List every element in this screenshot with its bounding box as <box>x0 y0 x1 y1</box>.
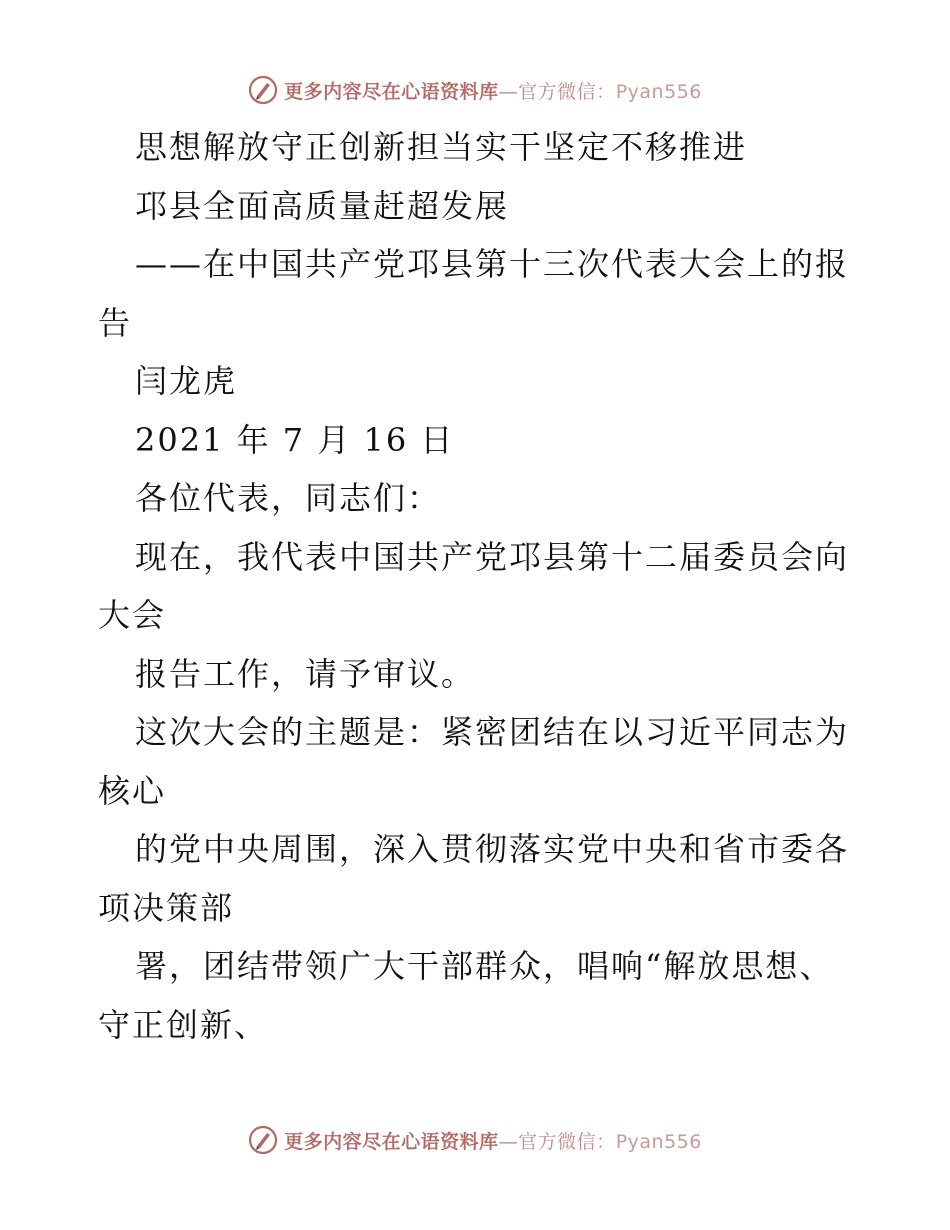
document-line: 署，团结带领广大干部群众，唱响“解放思想、 <box>135 947 834 985</box>
watermark-brand: 更多内容尽在心语资料库 <box>284 1130 499 1153</box>
watermark-channel: 官方微信： <box>518 80 616 103</box>
document-line: 的党中央周围，深入贯彻落实党中央和省市委各 <box>135 830 850 868</box>
document-body <box>98 118 858 1054</box>
document-line: 这次大会的主题是：紧密团结在以习近平同志为 <box>135 713 850 751</box>
pen-logo-icon <box>248 1125 278 1155</box>
document-line: 2021 年 7 月 16 日 <box>135 420 455 459</box>
watermark-text <box>284 1127 702 1154</box>
watermark-account: Pyan556 <box>615 1130 702 1153</box>
document-line: 邛县全面高质量赶超发展 <box>135 186 510 225</box>
document-line: 告 <box>98 303 133 342</box>
watermark-separator: — <box>498 80 519 103</box>
document-line: 思想解放守正创新担当实干坚定不移推进 <box>135 128 748 166</box>
document-line: 现在，我代表中国共产党邛县第十二届委员会向 <box>135 537 850 576</box>
watermark-banner-bottom <box>0 1120 950 1160</box>
document-line: 各位代表，同志们： <box>135 479 442 517</box>
document-line: 核心 <box>98 771 167 810</box>
document-line: ——在中国共产党邛县第十三次代表大会上的报 <box>135 245 850 283</box>
watermark-text <box>284 77 702 104</box>
document-line: 报告工作，请予审议。 <box>135 654 476 693</box>
watermark-separator: — <box>498 1130 519 1153</box>
pen-logo-icon <box>248 75 278 105</box>
document-line: 大会 <box>98 596 167 634</box>
watermark-banner-top <box>0 70 950 110</box>
watermark-account: Pyan556 <box>615 80 702 103</box>
document-line: 项决策部 <box>98 888 235 927</box>
watermark-brand: 更多内容尽在心语资料库 <box>284 80 499 103</box>
document-line: 闫龙虎 <box>135 362 238 400</box>
document-line: 守正创新、 <box>98 1005 269 1044</box>
watermark-channel: 官方微信： <box>518 1130 616 1153</box>
